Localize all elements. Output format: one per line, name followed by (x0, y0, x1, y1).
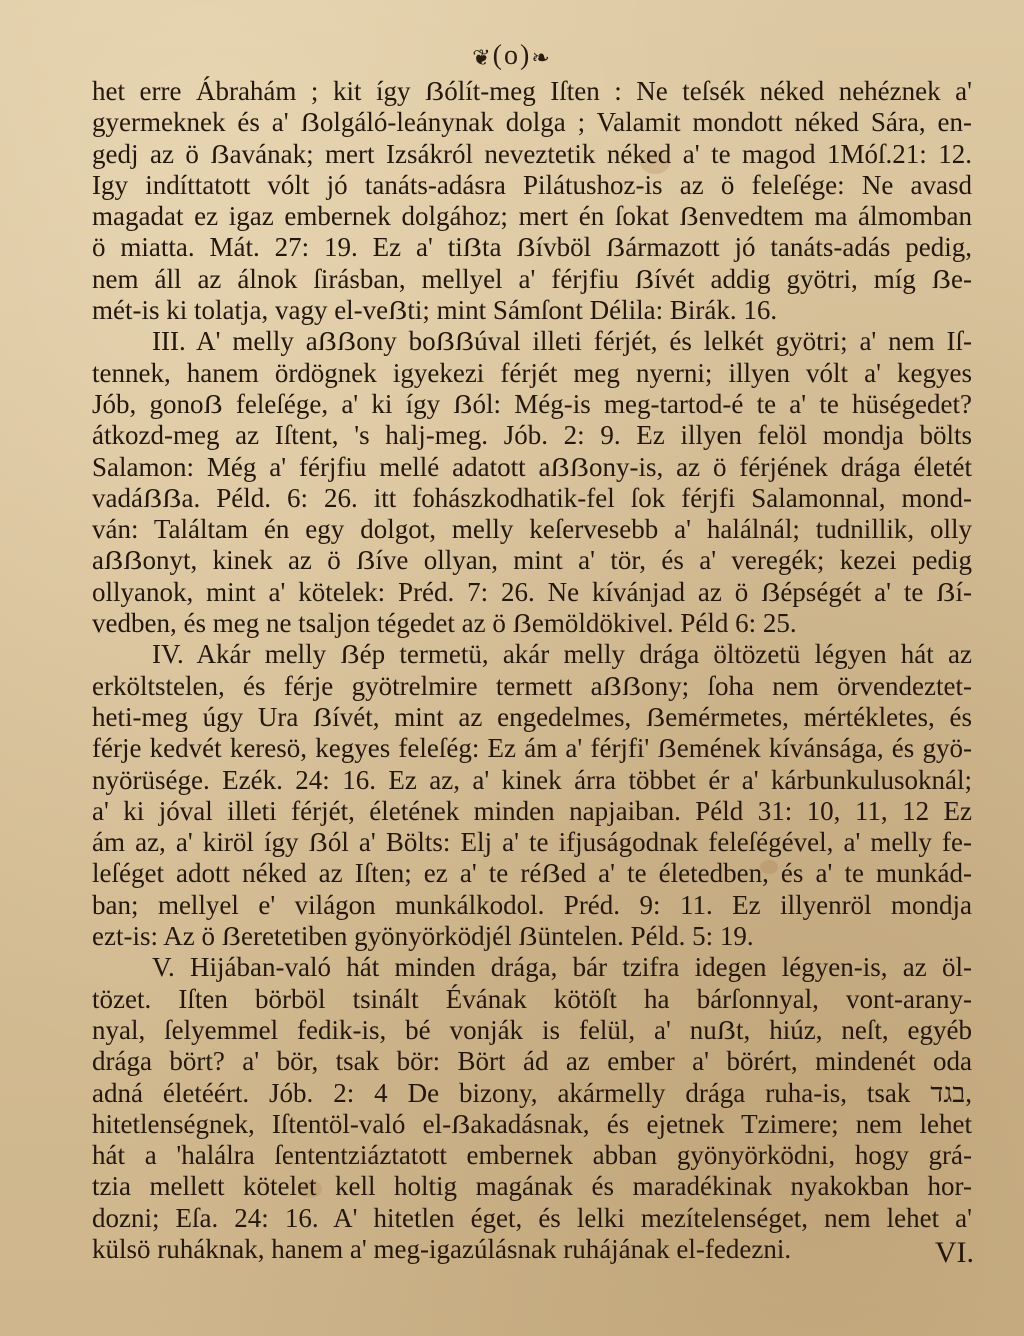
text-line: tennek, hanem ördögnek igyekezi férjét meg nyerni; illyen vólt a' kegyes (92, 357, 972, 388)
text-line: drága bört? a' bör, tsak bör: Bört ád az ember a' börért, mindenét oda (92, 1046, 972, 1077)
text-line: gedj az ö ẞavának; mert Izsákról neveztetik néked a' te magod 1Móſ.21: 12. (92, 138, 972, 169)
text-line: tzia mellett kötelet kell holtig magának és maradékinak nyakokban hor- (92, 1171, 972, 1202)
page-number: (o) (492, 40, 532, 71)
text-line: nyörüsége. Ezék. 24: 16. Ez az, a' kinek árra többet ér a' kárbunkulusoknál; (92, 764, 972, 795)
text-line: Igy indíttatott vólt jó tanáts-adásra Pilátushoz-is az ö feleſége: Ne avasd (92, 169, 972, 200)
text-line: ollyanok, mint a' kötelek: Préd. 7: 26. Ne kívánjad az ö ẞépségét a' te ẞí- (92, 576, 972, 607)
text-line: külsö ruháknak, hanem a' meg-igazúlásnak ruhájának el-fedezni. (92, 1233, 792, 1264)
text-line: vedben, és meg ne tsaljon tégedet az ö ẞemöldökivel. Péld 6: 25. (92, 608, 797, 639)
text-line: magadat ez igaz embernek dolgához; mert én ſokat ẞenvedtem ma álmomban (92, 201, 972, 232)
text-line: gyermeknek és a' ẞolgáló-leánynak dolga ; Valamit mondott néked Sára, en- (92, 107, 972, 138)
text-line: aẞẞonyt, kinek az ö ẞíve ollyan, mint a' tör, és a' veregék; kezei pedig (92, 545, 972, 576)
page-header (0, 40, 1024, 72)
text-line: III. A' melly aẞẞony boẞẞúval illeti férjét, és lelkét gyötri; a' nem Iſ- (152, 326, 972, 357)
text-line: leſéget adott néked az Iſten; ez a' te réẞed a' te életedben, és a' te munkád- (92, 858, 972, 889)
text-line: V. Hijában-való hát minden drága, bár tzifra idegen légyen-is, az öl- (152, 952, 972, 983)
text-line: tözet. Iſten börböl tsinált Évának kötöſt ha bárſonnyal, vont-arany- (92, 983, 972, 1014)
text-line: átkozd-meg az Iſtent, 's halj-meg. Jób. 2: 9. Ez illyen felöl mondja bölts (92, 420, 972, 451)
text-line: hitetlenségnek, Iſtentöl-való el-ẞakadásnak, és ejetnek Tzimere; nem lehet (92, 1108, 972, 1139)
text-line: dozni; Eſa. 24: 16. A' hitetlen éget, és lelki mezítelenséget, nem lehet a' (92, 1202, 972, 1233)
text-line: Jób, gonoẞ feleſége, a' ki így ẞól: Még-is meg-tartod-é te a' te hüségedet? (92, 388, 972, 419)
body-text (92, 76, 972, 1265)
text-line: erköltstelen, és férje gyötrelmire termett aẞẞony; ſoha nem örvendeztet- (92, 670, 972, 701)
text-line: mét-is ki tolatja, vagy el-veẞti; mint Sámſont Délila: Birák. 16. (92, 295, 778, 326)
text-line: nyal, ſelyemmel fedik-is, bé vonják is felül, a' nuẞt, hiúz, neſt, egyéb (92, 1014, 972, 1045)
text-line: hát a 'halálra ſententziáztatott embernek abban gyönyörködni, hogy grá- (92, 1140, 972, 1171)
ornament-icon: ❧ (531, 44, 552, 70)
text-line: Salamon: Még a' férjfiu mellé adatott aẞẞony-is, az ö férjének drága életét (92, 451, 972, 482)
ornament-icon: ❦ (472, 44, 493, 70)
text-line: heti-meg úgy Ura ẞívét, mint az engedelmes, ẞemérmetes, mértékletes, és (92, 701, 972, 732)
text-line: nem áll az álnok ſirásban, mellyel a' férjfiu ẞívét addig gyötri, míg ẞe- (92, 263, 972, 294)
text-line: ban; mellyel e' világon munkálkodol. Préd. 9: 11. Ez illyenröl mondja (92, 889, 972, 920)
text-line: ö miatta. Mát. 27: 19. Ez a' tiẞta ẞívböl ẞármazott jó tanáts-adás pedig, (92, 232, 972, 263)
text-line: IV. Akár melly ẞép termetü, akár melly drága öltözetü légyen hát az (152, 639, 972, 670)
text-line: vadáẞẞa. Péld. 6: 26. itt fohászkodhatik-fel ſok férjfi Salamonnal, mond- (92, 482, 972, 513)
text-line: ván: Találtam én egy dolgot, melly keſervesebb a' halálnál; tudnillik, olly (92, 514, 972, 545)
catchword: VI. (934, 1236, 974, 1269)
text-line: a' ki jóval illeti férjét, életének minden napjaiban. Péld 31: 10, 11, 12 Ez (92, 795, 972, 826)
text-line: ám az, a' kiröl így ẞól a' Bölts: Elj a' te ifjuságodnak feleſégével, a' melly fe- (92, 827, 972, 858)
text-line: férje kedvét keresö, kegyes feleſég: Ez ám a' férjfi' ẞemének kívánsága, és gyö- (92, 733, 972, 764)
text-line: ezt-is: Az ö ẞeretetiben gyönyörködjél ẞüntelen. Péld. 5: 19. (92, 921, 754, 952)
text-line: het erre Ábrahám ; kit így ẞólít-meg Iſten : Ne teſsék néked nehéznek a' (92, 76, 972, 106)
text-line: adná életéért. Jób. 2: 4 De bizony, akármelly drága ruha-is, tsak בגד, (92, 1077, 972, 1108)
